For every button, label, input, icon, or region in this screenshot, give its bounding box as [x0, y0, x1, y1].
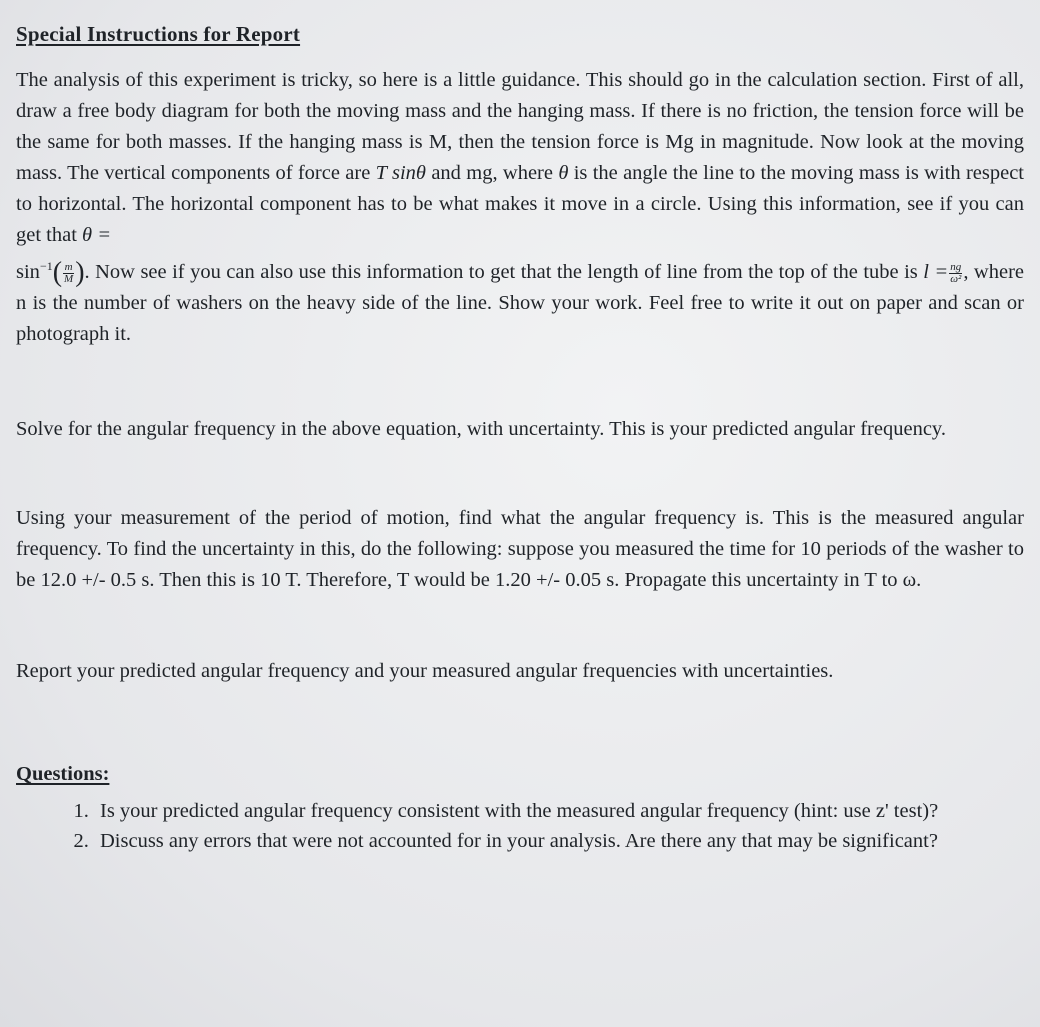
measure-paragraph: Using your measurement of the period of motion, find what the angular frequency is. This is the measured angular frequency. To find the uncertainty in this, do the following: suppose you measured the time for 10 periods of the washer to be 12.0 +/- 0.5 s. Then this is 10 T. Therefore, T would be 1.20 +/- 0.05 s. Propagate this uncertainty in T to ω.: [16, 506, 1024, 591]
questions-list: [16, 796, 1024, 856]
length-numerator: ng: [950, 260, 962, 273]
length-denominator: ω²: [950, 272, 962, 285]
questions-section: [16, 763, 1024, 856]
intro-paragraph: [16, 65, 1024, 350]
intro-text-3: is the angle the line to the moving mass is with respect to horizontal. The horizontal component has to be what makes it move in a circle. Using this information, see if you can get that: [16, 162, 1024, 246]
intro-text-2: and mg, where: [426, 162, 559, 184]
intro-text-5: , where n is the number of washers on the heavy side of the line. Show your work. Feel free to write it out on paper and scan or photograph it.: [16, 260, 1024, 345]
intro-text-1: The analysis of this experiment is tricky, so here is a little guidance. This should go in the calculation section. First of all, draw a free body diagram for both the moving mass and the hanging mass. If there is no friction, the tension force will be the same for both masses. If the hanging mass is M, then the tension force is Mg in magnitude. Now look at the moving mass. The vertical components of force are: [16, 69, 1024, 184]
theta-symbol: θ: [558, 162, 569, 184]
page-title: Special Instructions for Report: [16, 22, 301, 46]
tension-expression: T sinθ: [375, 162, 426, 184]
mass-ratio-denominator: M: [64, 272, 74, 285]
report-paragraph: Report your predicted angular frequency and your measured angular frequencies with uncertainties.: [16, 659, 834, 682]
theta-equation: θ =: [82, 224, 112, 246]
question-item: 1. Is your predicted angular frequency consistent with the measured angular frequency (hint: use z' test)?: [94, 796, 1024, 826]
mass-ratio-fraction: [63, 262, 74, 285]
mass-ratio-numerator: m: [64, 260, 73, 273]
intro-text-4: . Now see if you can also use this information to get that the length of line from the top of the tube is: [84, 260, 924, 283]
questions-title: Questions:: [16, 762, 110, 785]
solve-paragraph: Solve for the angular frequency in the above equation, with uncertainty. This is your predicted angular frequency.: [16, 417, 946, 440]
question-item: 2. Discuss any errors that were not accounted for in your analysis. Are there any that may be significant?: [94, 826, 1024, 856]
right-paren: ): [75, 257, 85, 289]
inverse-exponent: −1: [39, 259, 53, 273]
sin-function: sin: [16, 260, 40, 283]
length-fraction: [949, 262, 962, 285]
left-paren: (: [52, 257, 63, 289]
length-equation: l =: [923, 260, 949, 283]
